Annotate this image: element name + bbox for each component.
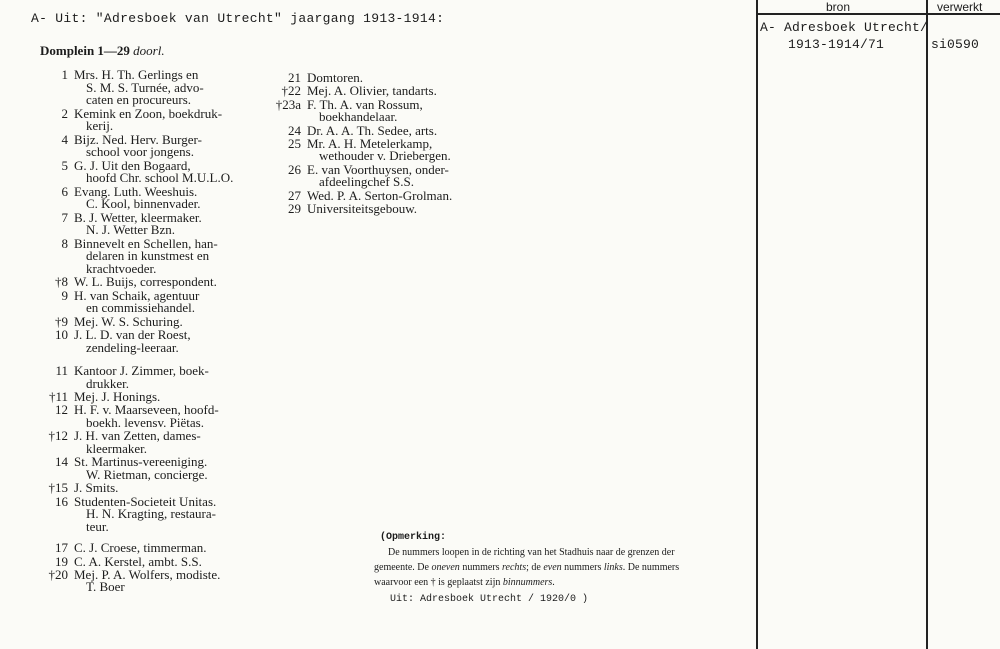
entry-line: W. L. Buijs, correspondent. [74,274,217,290]
house-number: 29 [288,201,301,217]
entry-line: W. Rietman, concierge. [86,466,208,482]
bron-cell-line-2: 1913-1914/71 [788,37,885,52]
address-entry [61,209,202,238]
entry-line: hoofd Chr. school M.U.L.O. [86,170,234,186]
entry-line: J. H. van Zetten, dames- [74,428,201,444]
house-number: 25 [288,135,301,151]
address-entry [288,161,449,190]
house-number: 12 [55,402,68,418]
entry-line: J. L. D. van der Roest, [74,327,191,342]
entry-line: boekhandelaar. [319,109,398,125]
entry-line: F. Th. A. van Rossum, [307,96,423,112]
entry-line: C. Kool, binnenvader. [86,196,201,212]
remark-odd: oneven [431,562,460,573]
entry-line: Studenten-Societeit Unitas. [74,493,217,509]
entry-line: H. N. Kragting, restaura- [86,506,216,522]
remark-text: nummers [459,562,503,573]
address-entry [55,363,209,391]
remark-even: even [543,562,562,573]
address-entry [61,157,234,186]
house-number: 7 [61,209,68,225]
verwerkt-cell: si0590 [931,37,980,52]
remark-left: links [603,562,623,573]
remark-right: rechts [502,562,527,573]
house-number: †12 [48,428,68,444]
entry-line: en commissiehandel. [86,300,196,316]
entry-line: kerij. [86,118,114,134]
entry-line: delaren in kunstmest en [86,248,210,264]
entry-line: G. J. Uit den Bogaard, [74,157,191,173]
house-number: 26 [288,161,301,177]
remark-binnummers: binnummers [502,577,553,588]
address-entry [55,493,217,534]
entry-line: Mej. P. A. Wolfers, modiste. [74,566,221,582]
entry-line: Dr. A. A. Th. Sedee, arts. [307,122,438,138]
entry-line: Binnevelt en Schellen, han- [74,235,218,251]
address-entry [61,235,218,276]
entry-line: E. van Voorthuysen, onder- [307,161,449,177]
house-number: 1 [61,67,68,82]
entry-line: school voor jongens. [86,144,194,160]
entry-line: T. Boer [86,579,125,595]
house-number: †23a [275,96,301,112]
remark-text: . De nummers [622,562,680,573]
house-number: †22 [281,83,301,99]
remark-line-1: De nummers loopen in de richting van het Stadhuis naar de grenzen der [388,547,675,558]
entry-line: Evang. Luth. Weeshuis. [74,183,198,199]
house-number: †20 [48,566,68,582]
entry-line: Domtoren. [307,70,363,85]
address-entry [48,566,221,595]
house-number: 10 [55,327,68,342]
house-number: 19 [55,553,68,569]
street-suffix: doorl. [133,43,165,58]
table-column-divider [926,0,928,649]
entry-line: Bijz. Ned. Herv. Burger- [74,131,202,147]
entry-line: St. Martinus-vereeniging. [74,454,208,470]
house-number: †9 [55,313,68,329]
address-entry [48,428,201,456]
house-number: 6 [61,183,68,199]
house-number: 11 [55,363,68,378]
address-entry [288,201,417,217]
entry-line: N. J. Wetter Bzn. [86,222,175,238]
entry-line: H. van Schaik, agentuur [74,287,200,303]
address-entry [55,540,207,556]
entry-line: caten en procureurs. [86,92,192,107]
house-number: 8 [61,235,68,251]
entry-line: H. F. v. Maarseveen, hoofd- [74,402,219,418]
entry-line: C. A. Kerstel, ambt. S.S. [74,553,202,569]
entry-line: afdeelingchef S.S. [319,174,414,190]
entry-line: boekh. levensv. Piëtas. [86,414,204,430]
address-entry [55,327,191,355]
entry-line: zendeling-leeraar. [86,339,179,355]
house-number: †8 [55,274,68,290]
address-entry [281,83,437,99]
remark-text: gemeente. De [374,562,432,573]
house-number: 27 [288,187,301,203]
address-entry [288,135,451,164]
house-number: 9 [61,287,68,303]
entry-line: Mej. J. Honings. [74,389,161,404]
entry-line: S. M. S. Turnée, advo- [86,79,204,95]
entry-line: kleermaker. [86,440,147,456]
house-number: 21 [288,70,301,85]
entry-line: teur. [86,518,109,534]
remark-line-3 [374,575,679,590]
entry-line: Wed. P. A. Serton-Grolman. [307,187,453,203]
entry-line: krachtvoeder. [86,260,157,276]
entry-line: Mrs. H. Th. Gerlings en [74,67,199,82]
house-number: 16 [55,493,68,509]
remark-title: (Opmerking: [380,532,447,543]
entry-line: J. Smits. [74,480,119,496]
remark-line-2 [374,560,679,575]
house-number: †11 [48,389,68,404]
address-entry [275,96,423,125]
address-entry [61,287,200,316]
remark-text: . [552,577,555,588]
entry-line: wethouder v. Driebergen. [319,148,451,164]
street-name: Domplein 1—29 [40,43,130,58]
entry-line: Kemink en Zoon, boekdruk- [74,105,223,121]
address-entry [55,402,219,430]
house-number: 17 [55,540,68,556]
entry-line: Universiteitsgebouw. [307,201,417,217]
house-number: †15 [48,480,68,496]
remark-block [372,530,679,607]
remark-source: Uit: Adresboek Utrecht / 1920/0 ) [390,594,589,605]
remark-text: ; de [526,562,544,573]
address-entry [55,454,208,482]
entry-line: Kantoor J. Zimmer, boek- [74,363,209,378]
street-title [40,43,165,59]
address-entry [61,131,202,160]
house-number: 24 [288,122,301,138]
entry-line: B. J. Wetter, kleermaker. [74,209,202,225]
column-header-bron: bron [826,0,851,14]
entry-line: Mej. A. Olivier, tandarts. [307,83,437,99]
house-number: 4 [61,131,68,147]
column-header-verwerkt: verwerkt [937,0,983,14]
remark-text: nummers [561,562,604,573]
address-entry [61,105,223,134]
entry-line: Mej. W. S. Schuring. [74,313,183,329]
house-number: 2 [61,105,68,121]
address-entry [61,183,201,212]
table-left-border [756,0,758,649]
remark-text: waarvoor een † is geplaatst zijn [374,577,503,588]
address-entry [61,67,204,107]
entry-line: C. J. Croese, timmerman. [74,540,207,556]
house-number: 5 [61,157,68,173]
entry-line: drukker. [86,375,129,391]
entry-line: Mr. A. H. Metelerkamp, [307,135,433,151]
bron-cell-line-1: A- Adresboek Utrecht/ [760,20,929,35]
house-number: 14 [55,454,68,470]
address-entry [48,480,119,496]
page-heading: A- Uit: "Adresboek van Utrecht" jaargang 1913-1914: [31,11,445,26]
